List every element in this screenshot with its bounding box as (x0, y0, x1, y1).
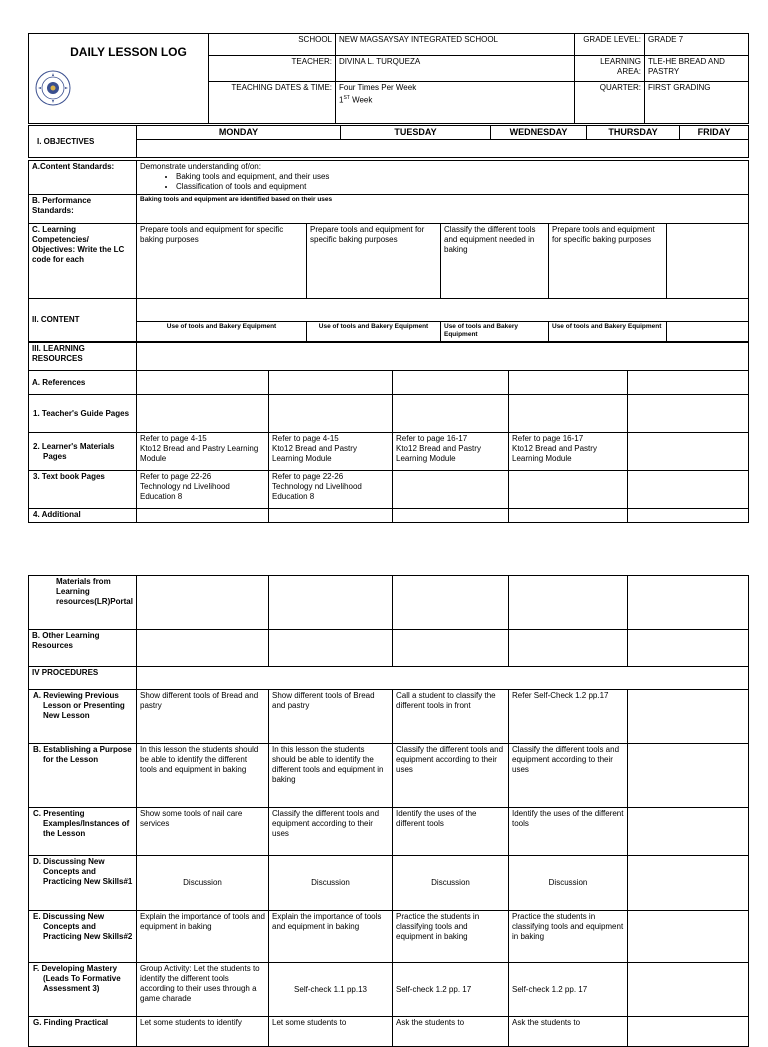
addc-thursday (509, 576, 628, 630)
competencies-monday: Prepare tools and equipment for specific baking purposes (137, 224, 307, 299)
tb-friday (628, 471, 749, 509)
header-table (28, 33, 749, 124)
add-monday (137, 509, 269, 523)
references-thursday (509, 371, 628, 395)
add-thursday (509, 509, 628, 523)
procedure-d-tuesday: Discussion (269, 856, 393, 911)
procedure-f-wednesday: Self-check 1.2 pp. 17 (393, 963, 509, 1017)
procedure-d-friday (628, 856, 749, 911)
dates-value-line1: Four Times Per Week (339, 83, 417, 92)
lm-friday (628, 433, 749, 471)
content-standards-label: A.Content Standards: (29, 161, 137, 195)
references-wednesday (393, 371, 509, 395)
other-monday (137, 630, 269, 667)
lesson-log-table-2 (28, 575, 748, 1047)
references-monday (137, 371, 269, 395)
procedure-label-f: F. Developing Mastery (Leads To Formative Assessment 3) (29, 963, 137, 1017)
resources-table (28, 342, 749, 523)
learning-resources-empty (137, 343, 749, 371)
objectives-label: I. OBJECTIVES (29, 126, 137, 158)
procedure-b-friday (628, 744, 749, 808)
tg-monday (137, 395, 269, 433)
references-label: A. References (29, 371, 137, 395)
procedure-f-tuesday: Self-check 1.1 pp.13 (269, 963, 393, 1017)
content-standards-list (140, 172, 745, 192)
day-tuesday: TUESDAY (341, 126, 491, 140)
procedure-label-g: G. Finding Practical (29, 1017, 137, 1047)
content-wednesday: Use of tools and Bakery Equipment (441, 322, 549, 342)
dates-value (336, 82, 575, 124)
other-wednesday (393, 630, 509, 667)
addc-wednesday (393, 576, 509, 630)
learners-materials-label: 2. Learner's Materials Pages (29, 433, 137, 471)
procedure-e-tuesday: Explain the importance of tools and equipment in baking (269, 911, 393, 963)
content-thursday: Use of tools and Bakery Equipment (549, 322, 667, 342)
procedure-g-friday (628, 1017, 749, 1047)
procedure-label-d: D. Discussing New Concepts and Practicing New Skills#1 (29, 856, 137, 911)
procedure-c-friday (628, 808, 749, 856)
objectives-table (28, 125, 749, 158)
week-number: 1 (339, 95, 344, 105)
day-thursday: THURSDAY (587, 126, 680, 140)
competencies-label: C. Learning Competencies/ Objectives: Write the LC code for each (29, 224, 137, 299)
procedure-a-monday: Show different tools of Bread and pastry (137, 690, 269, 744)
procedure-d-thursday: Discussion (509, 856, 628, 911)
performance-standards-value: Baking tools and equipment are identified based on their uses (137, 195, 749, 224)
lm-monday: Refer to page 4-15 Kto12 Bread and Pastry Learning Module (137, 433, 269, 471)
dates-label: TEACHING DATES & TIME: (209, 82, 336, 124)
procedure-c-wednesday: Identify the uses of the different tools (393, 808, 509, 856)
procedure-g-tuesday: Let some students to (269, 1017, 393, 1047)
procedures-empty (137, 667, 749, 690)
objectives-empty (137, 140, 749, 158)
content-standards-intro: Demonstrate understanding of/on: (140, 162, 261, 171)
area-label: LEARNING AREA: (575, 56, 645, 82)
add-tuesday (269, 509, 393, 523)
competencies-tuesday: Prepare tools and equipment for specific baking purposes (307, 224, 441, 299)
quarter-value: FIRST GRADING (645, 82, 749, 124)
procedure-g-monday: Let some students to identify (137, 1017, 269, 1047)
procedure-c-tuesday: Classify the different tools and equipment according to their uses (269, 808, 393, 856)
add-wednesday (393, 509, 509, 523)
procedure-c-thursday: Identify the uses of the different tools (509, 808, 628, 856)
additional-cont-label: Materials from Learning resources(LR)Portal (29, 576, 137, 630)
other-friday (628, 630, 749, 667)
content-empty (137, 299, 749, 322)
competencies-thursday: Prepare tools and equipment for specific baking purposes (549, 224, 667, 299)
references-tuesday (269, 371, 393, 395)
procedure-e-wednesday: Practice the students in classifying tools and equipment in baking (393, 911, 509, 963)
procedure-f-thursday: Self-check 1.2 pp. 17 (509, 963, 628, 1017)
procedure-b-monday: In this lesson the students should be able to identify the different tools and equipment in baking (137, 744, 269, 808)
tg-tuesday (269, 395, 393, 433)
performance-standards-label: B. Performance Standards: (29, 195, 137, 224)
content-standards-item: • Classification of tools and equipment (176, 182, 745, 192)
procedures-table (28, 575, 749, 1047)
addc-tuesday (269, 576, 393, 630)
teachers-guide-label: 1. Teacher's Guide Pages (29, 395, 137, 433)
competencies-friday (667, 224, 749, 299)
week-text: Week (349, 95, 373, 105)
day-friday: FRIDAY (680, 126, 749, 140)
standards-table (28, 160, 749, 342)
learning-resources-label: III. LEARNING RESOURCES (29, 343, 137, 371)
other-thursday (509, 630, 628, 667)
competencies-wednesday: Classify the different tools and equipment needed in baking (441, 224, 549, 299)
textbook-label: 3. Text book Pages (29, 471, 137, 509)
procedure-g-thursday: Ask the students to (509, 1017, 628, 1047)
procedure-label-e: E. Discussing New Concepts and Practicing New Skills#2 (29, 911, 137, 963)
procedure-label-c: C. Presenting Examples/Instances of the Lesson (29, 808, 137, 856)
procedure-e-monday: Explain the importance of tools and equipment in baking (137, 911, 269, 963)
day-monday: MONDAY (137, 126, 341, 140)
week-ordinal: ST (343, 95, 350, 101)
content-standards-value (137, 161, 749, 195)
teacher-label: TEACHER: (209, 56, 336, 82)
procedure-b-wednesday: Classify the different tools and equipment according to their uses (393, 744, 509, 808)
dates-value-line2 (339, 93, 571, 106)
procedure-a-tuesday: Show different tools of Bread and pastry (269, 690, 393, 744)
procedure-c-monday: Show some tools of nail care services (137, 808, 269, 856)
teacher-value: DIVINA L. TURQUEZA (336, 56, 575, 82)
tb-monday: Refer to page 22-26 Technology nd Livelihood Education 8 (137, 471, 269, 509)
lm-thursday: Refer to page 16-17 Kto12 Bread and Pastry Learning Module (509, 433, 628, 471)
other-resources-label: B. Other Learning Resources (29, 630, 137, 667)
additional-label: 4. Additional (29, 509, 137, 523)
area-value: TLE-HE BREAD AND PASTRY (645, 56, 749, 82)
procedure-a-friday (628, 690, 749, 744)
procedure-d-wednesday: Discussion (393, 856, 509, 911)
procedures-label: IV PROCEDURES (29, 667, 137, 690)
grade-value: GRADE 7 (645, 34, 749, 56)
tg-wednesday (393, 395, 509, 433)
procedure-d-monday: Discussion (137, 856, 269, 911)
grade-label: GRADE LEVEL: (575, 34, 645, 56)
procedure-g-wednesday: Ask the students to (393, 1017, 509, 1047)
procedure-b-thursday: Classify the different tools and equipment according to their uses (509, 744, 628, 808)
tg-thursday (509, 395, 628, 433)
procedure-label-a: A. Reviewing Previous Lesson or Presenting New Lesson (29, 690, 137, 744)
procedure-a-thursday: Refer Self-Check 1.2 pp.17 (509, 690, 628, 744)
content-label: II. CONTENT (29, 299, 137, 342)
references-friday (628, 371, 749, 395)
other-tuesday (269, 630, 393, 667)
quarter-label: QUARTER: (575, 82, 645, 124)
tb-wednesday (393, 471, 509, 509)
school-label: SCHOOL (209, 34, 336, 56)
procedure-f-monday: Group Activity: Let the students to identify the different tools according to their uses through a game charade (137, 963, 269, 1017)
addc-monday (137, 576, 269, 630)
content-standards-item: • Baking tools and equipment, and their uses (176, 172, 745, 182)
procedure-e-thursday: Practice the students in classifying tools and equipment in baking (509, 911, 628, 963)
lesson-log-title: DAILY LESSON LOG (70, 45, 187, 59)
content-tuesday: Use of tools and Bakery Equipment (307, 322, 441, 342)
addc-friday (628, 576, 749, 630)
content-monday: Use of tools and Bakery Equipment (137, 322, 307, 342)
procedure-e-friday (628, 911, 749, 963)
deped-seal-icon (35, 70, 71, 106)
procedure-label-b: B. Establishing a Purpose for the Lesson (29, 744, 137, 808)
tb-tuesday: Refer to page 22-26 Technology nd Livelihood Education 8 (269, 471, 393, 509)
tb-thursday (509, 471, 628, 509)
day-wednesday: WEDNESDAY (491, 126, 587, 140)
lm-wednesday: Refer to page 16-17 Kto12 Bread and Pastry Learning Module (393, 433, 509, 471)
school-value: NEW MAGSAYSAY INTEGRATED SCHOOL (336, 34, 575, 56)
title-cell (29, 34, 209, 124)
add-friday (628, 509, 749, 523)
lm-tuesday: Refer to page 4-15 Kto12 Bread and Pastry Learning Module (269, 433, 393, 471)
procedure-f-friday (628, 963, 749, 1017)
procedure-b-tuesday: In this lesson the students should be able to identify the different tools and equipment in baking (269, 744, 393, 808)
content-friday (667, 322, 749, 342)
tg-friday (628, 395, 749, 433)
lesson-log-table-1 (28, 33, 748, 523)
procedure-a-wednesday: Call a student to classify the different tools in front (393, 690, 509, 744)
